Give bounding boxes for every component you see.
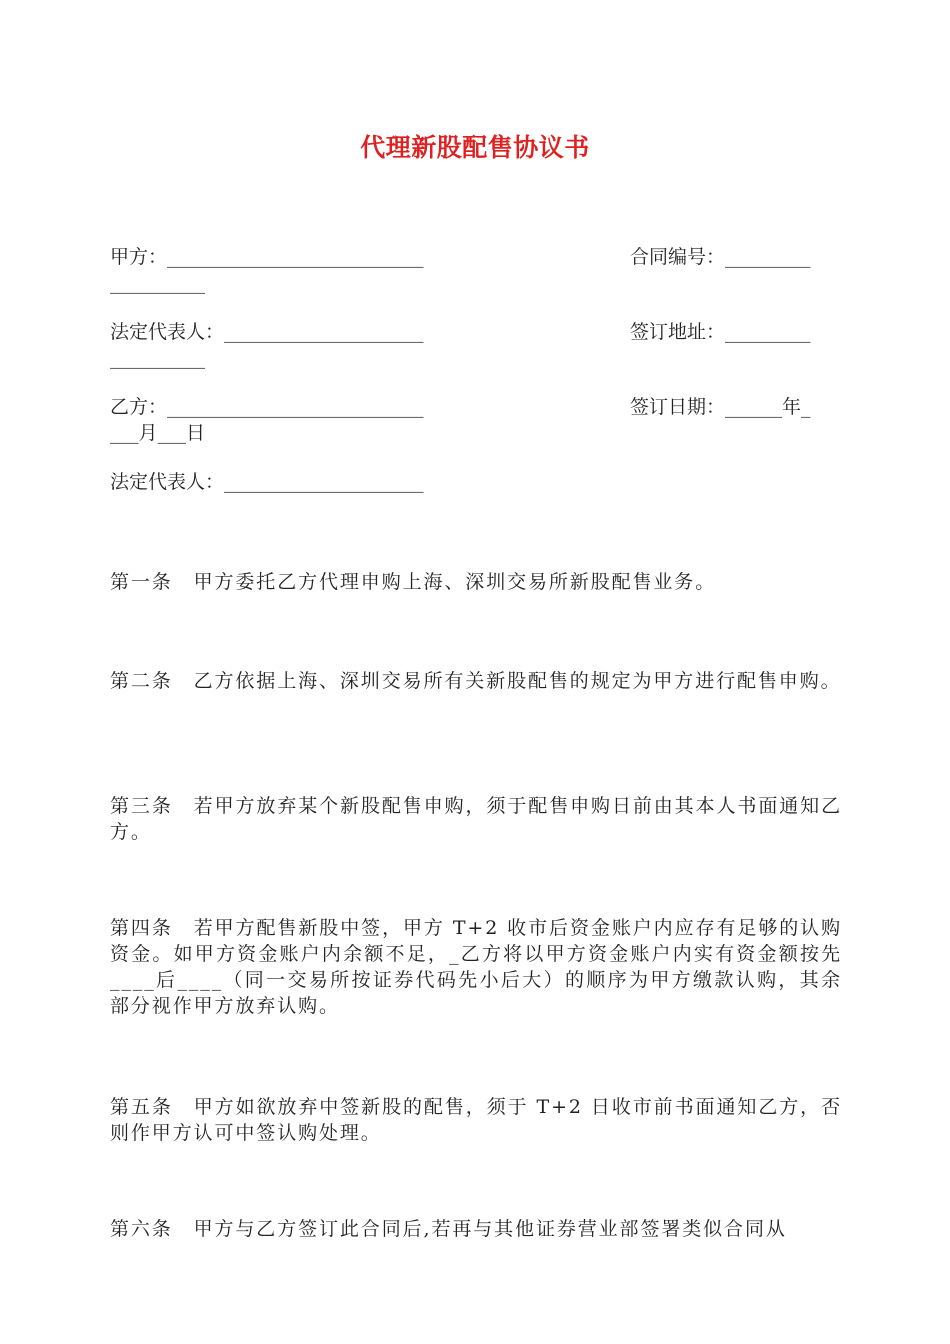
- article-5: 第五条 甲方如欲放弃中签新股的配售，须于 T+2 日收市前书面通知乙方，否则作甲方认可中签认购处理。: [110, 1096, 842, 1144]
- party-a-legal-rep-field: 法定代表人：_____________________: [110, 321, 424, 343]
- sign-date-field: 签订日期：______年_: [630, 396, 811, 418]
- article-2: 第二条 乙方依据上海、深圳交易所有关新股配售的规定为甲方进行配售申购。: [110, 670, 842, 692]
- party-b-field: 乙方：___________________________: [110, 396, 424, 418]
- article-4: 第四条 若甲方配售新股中签，甲方 T+2 收市后资金账户内应存有足够的认购资金。如甲方资金账户内余额不足，_乙方将以甲方资金账户内实有资金额按先____后____（同一交易所按证券代码先小后大）的顺序为甲方缴款认购，其余部分视作甲方放弃认购。: [110, 917, 842, 1017]
- party-b-legal-rep-field: 法定代表人：_____________________: [110, 471, 424, 493]
- contract-number-field-continued: __________: [110, 272, 205, 294]
- article-1: 第一条 甲方委托乙方代理申购上海、深圳交易所新股配售业务。: [110, 571, 717, 593]
- document-title: 代理新股配售协议书: [360, 133, 590, 162]
- party-a-field: 甲方：___________________________: [110, 246, 424, 268]
- article-3: 第三条 若甲方放弃某个新股配售申购，须于配售申购日前由其本人书面通知乙方。: [110, 795, 842, 843]
- sign-place-field: 签订地址：_________: [630, 321, 811, 343]
- sign-date-field-continued: ___月___日: [110, 422, 206, 444]
- sign-place-field-continued: __________: [110, 347, 205, 369]
- contract-number-field: 合同编号：_________: [630, 246, 811, 268]
- article-6: 第六条 甲方与乙方签订此合同后,若再与其他证券营业部签署类似合同从: [110, 1218, 787, 1240]
